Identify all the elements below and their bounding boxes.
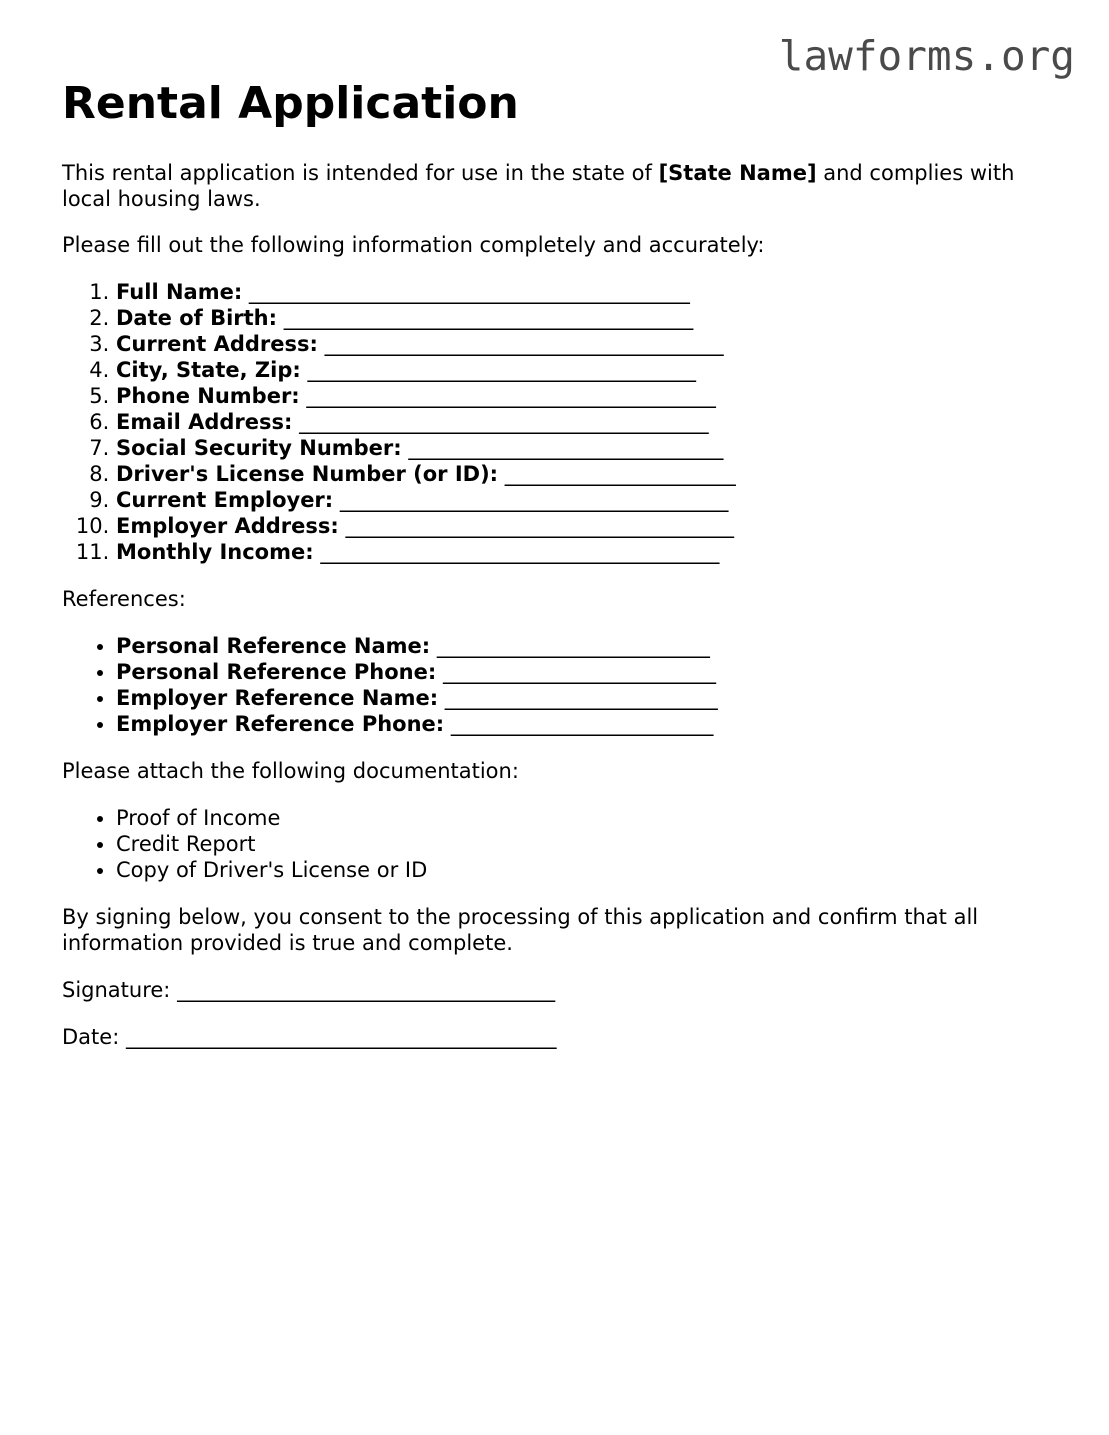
date-blank[interactable]: _________________________________________ [125, 1025, 557, 1049]
field-current-address [116, 331, 1052, 357]
field-label: Driver's License Number (or ID): [116, 462, 499, 486]
lawforms-watermark: lawforms.org [778, 32, 1075, 80]
email-address-blank[interactable]: _______________________________________ [299, 410, 709, 434]
date-line [62, 1024, 1052, 1050]
field-label: Full Name: [116, 280, 243, 304]
employer-address-blank[interactable]: _____________________________________ [345, 514, 734, 538]
current-address-blank[interactable]: ______________________________________ [324, 332, 724, 356]
intro-text-before: This rental application is intended for use in the state of [62, 161, 659, 185]
field-employer-address [116, 513, 1052, 539]
field-label: Employer Reference Name: [116, 686, 439, 710]
reference-employer-name [116, 685, 1052, 711]
monthly-income-blank[interactable]: ______________________________________ [320, 540, 720, 564]
references-heading: References: [62, 587, 186, 611]
document-item: • Proof of Income [116, 805, 1052, 831]
field-label: Personal Reference Name: [116, 634, 431, 658]
field-label: Personal Reference Phone: [116, 660, 437, 684]
employer-reference-name-blank[interactable]: __________________________ [444, 686, 718, 710]
field-label: Monthly Income: [116, 540, 314, 564]
field-drivers-license-number [116, 461, 1052, 487]
field-label: Email Address: [116, 410, 293, 434]
applicant-fields-list [62, 279, 1052, 565]
documents-list [62, 805, 1052, 883]
field-city-state-zip [116, 357, 1052, 383]
references-list [62, 633, 1052, 737]
field-label: Date of Birth: [116, 306, 278, 330]
field-label: City, State, Zip: [116, 358, 301, 382]
signature-label: Signature: [62, 978, 171, 1002]
date-label: Date: [62, 1025, 120, 1049]
current-employer-blank[interactable]: _____________________________________ [339, 488, 729, 512]
employer-reference-phone-blank[interactable]: _________________________ [450, 712, 714, 736]
field-label: Current Employer: [116, 488, 334, 512]
date-of-birth-blank[interactable]: _______________________________________ [283, 306, 694, 330]
document-item: • Credit Report [116, 831, 1052, 857]
personal-reference-name-blank[interactable]: __________________________ [436, 634, 710, 658]
field-label: Social Security Number: [116, 436, 402, 460]
signature-blank[interactable]: ____________________________________ [177, 978, 556, 1002]
field-current-employer [116, 487, 1052, 513]
instruction-text: Please fill out the following information completely and accurately: [62, 233, 765, 257]
consent-paragraph: By signing below, you consent to the processing of this application and confirm that all information provided is true and complete. [62, 905, 979, 955]
drivers-license-blank[interactable]: ______________________ [504, 462, 736, 486]
intro-paragraph [62, 160, 1052, 212]
phone-number-blank[interactable]: _______________________________________ [306, 384, 716, 408]
city-state-zip-blank[interactable]: _____________________________________ [307, 358, 696, 382]
field-label: Phone Number: [116, 384, 300, 408]
reference-employer-phone [116, 711, 1052, 737]
field-full-name [116, 279, 1052, 305]
ssn-blank[interactable]: ______________________________ [408, 436, 724, 460]
reference-personal-phone [116, 659, 1052, 685]
full-name-blank[interactable]: __________________________________________ [248, 280, 690, 304]
field-label: Employer Address: [116, 514, 339, 538]
field-date-of-birth [116, 305, 1052, 331]
page-title: Rental Application [62, 78, 519, 129]
personal-reference-phone-blank[interactable]: __________________________ [442, 660, 716, 684]
field-label: Current Address: [116, 332, 318, 356]
documents-heading: Please attach the following documentation: [62, 759, 519, 783]
field-monthly-income [116, 539, 1052, 565]
document-item: • Copy of Driver's License or ID [116, 857, 1052, 883]
rental-application-document [62, 80, 1052, 1071]
reference-personal-name [116, 633, 1052, 659]
field-email-address [116, 409, 1052, 435]
field-label: Employer Reference Phone: [116, 712, 445, 736]
field-social-security-number [116, 435, 1052, 461]
field-phone-number [116, 383, 1052, 409]
state-name-placeholder: [State Name] [658, 161, 817, 185]
signature-line [62, 977, 1052, 1003]
intro-text-after: and complies with local housing laws. [62, 161, 1015, 211]
